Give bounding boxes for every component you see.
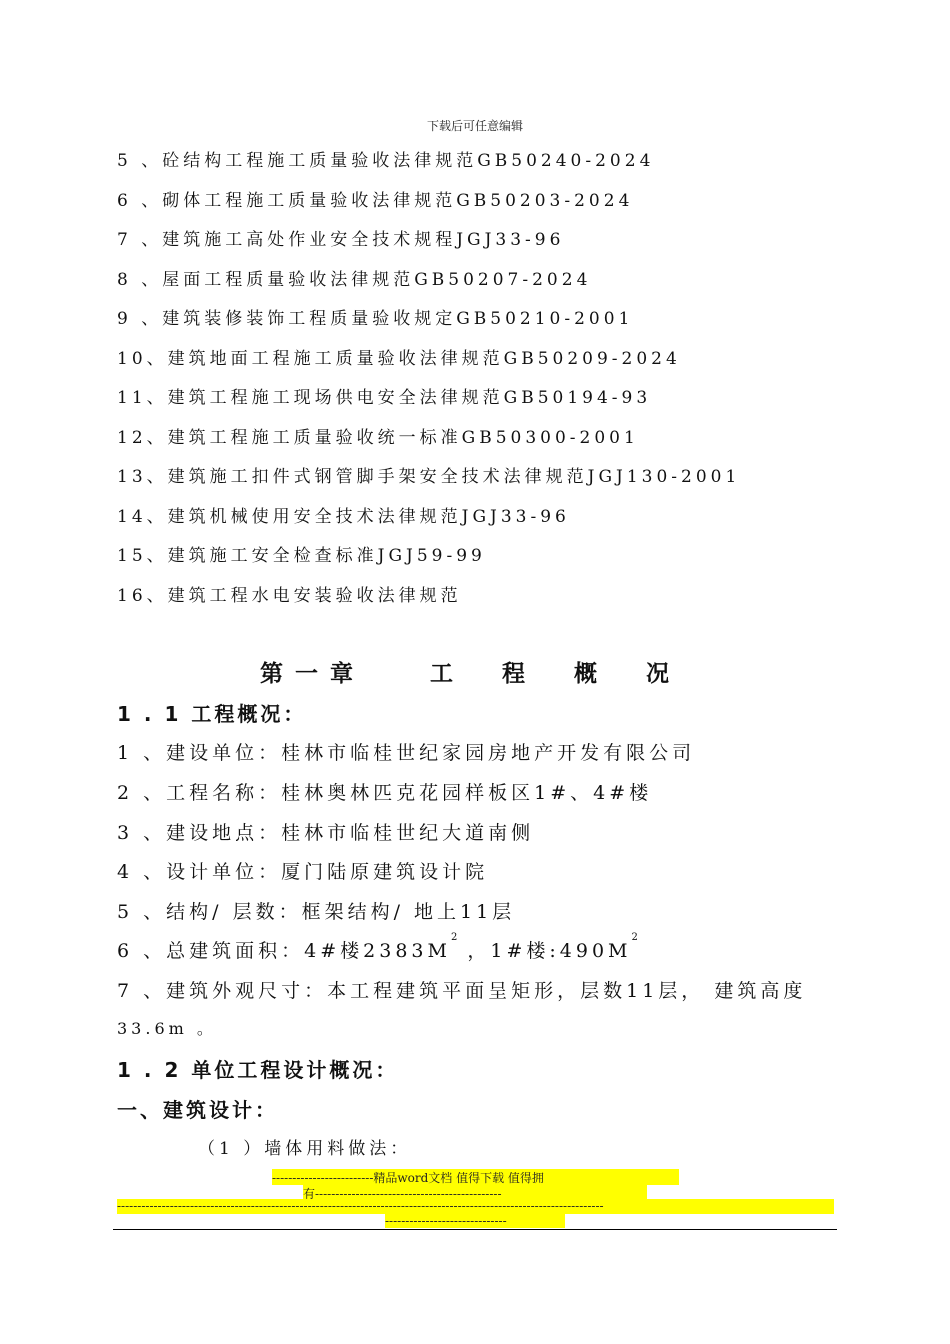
standard-item: 8 、屋面工程质量验收法律规范GB50207-2024 [117,270,592,290]
standard-item: 6 、砌体工程施工质量验收法律规范GB50203-2024 [117,191,634,211]
overview-item: 2 、工程名称：桂林奥林匹克花园样板区1#、4#楼 [117,782,653,804]
section-title: 1 . 1 工程概况： [117,702,307,726]
overview-item-cont: 33.6m 。 [117,1019,217,1038]
overview-item: 4 、设计单位：厦门陆原建筑设计院 [117,861,489,883]
overview-item: 3 、建设地点：桂林市临桂世纪大道南侧 [117,822,535,844]
standard-item: 10、建筑地面工程施工质量验收法律规范GB50209-2024 [117,349,681,369]
page-header: 下载后可任意编辑 [426,119,523,133]
page-rule [113,1229,837,1230]
standard-item: 5 、砼结构工程施工质量验收法律规范GB50240-2024 [117,151,655,171]
overview-item: 1 、建设单位：桂林市临桂世纪家园房地产开发有限公司 [117,742,696,764]
overview-item-area: 6 、总建筑面积：4#楼$2383M^2$ ，1#楼$:490M^2$ [117,932,638,962]
overview-item: 7 、建筑外观尺寸：本工程建筑平面呈矩形，层数11层， 建筑高度 [117,980,807,1002]
standard-item: 13、建筑施工扣件式钢管脚手架安全技术法律规范JGJ130-2001 [117,467,741,487]
standard-item: 7 、建筑施工高处作业安全技术规程JGJ33-96 [117,230,565,250]
footer-watermark: ------------------------------ [385,1214,565,1228]
standard-item: 14、建筑机械使用安全技术法律规范JGJ33-96 [117,507,570,527]
wall-material-item: （1 ）墙体用料做法： [198,1139,412,1159]
footer-watermark: -------------------------精品word文档 值得下载 值得拥 [272,1169,679,1185]
footer-watermark: ------------------------------------------------------------------------------------------------------------------------ [117,1199,834,1214]
chapter-number: 第 一 章 [260,661,356,687]
standard-item: 15、建筑施工安全检查标准JGJ59-99 [117,546,486,566]
overview-item: 5 、结构/ 层数：框架结构/ 地上11层 [117,901,516,923]
standard-item: 16、建筑工程水电安装验收法律规范 [117,586,462,606]
subsection-title: 一、建筑设计： [117,1098,278,1122]
footer-watermark: 有---------------------------------------------- [303,1185,647,1199]
standard-item: 12、建筑工程施工质量验收统一标准GB50300-2001 [117,428,639,448]
section-title: 1 . 2 单位工程设计概况： [117,1058,399,1082]
standard-item: 11、建筑工程施工现场供电安全法律规范GB50194-93 [117,388,652,408]
standard-item: 9 、建筑装修装饰工程质量验收规定GB50210-2001 [117,309,634,329]
chapter-title: 第 一 章 工 程 概 况 [260,655,671,688]
